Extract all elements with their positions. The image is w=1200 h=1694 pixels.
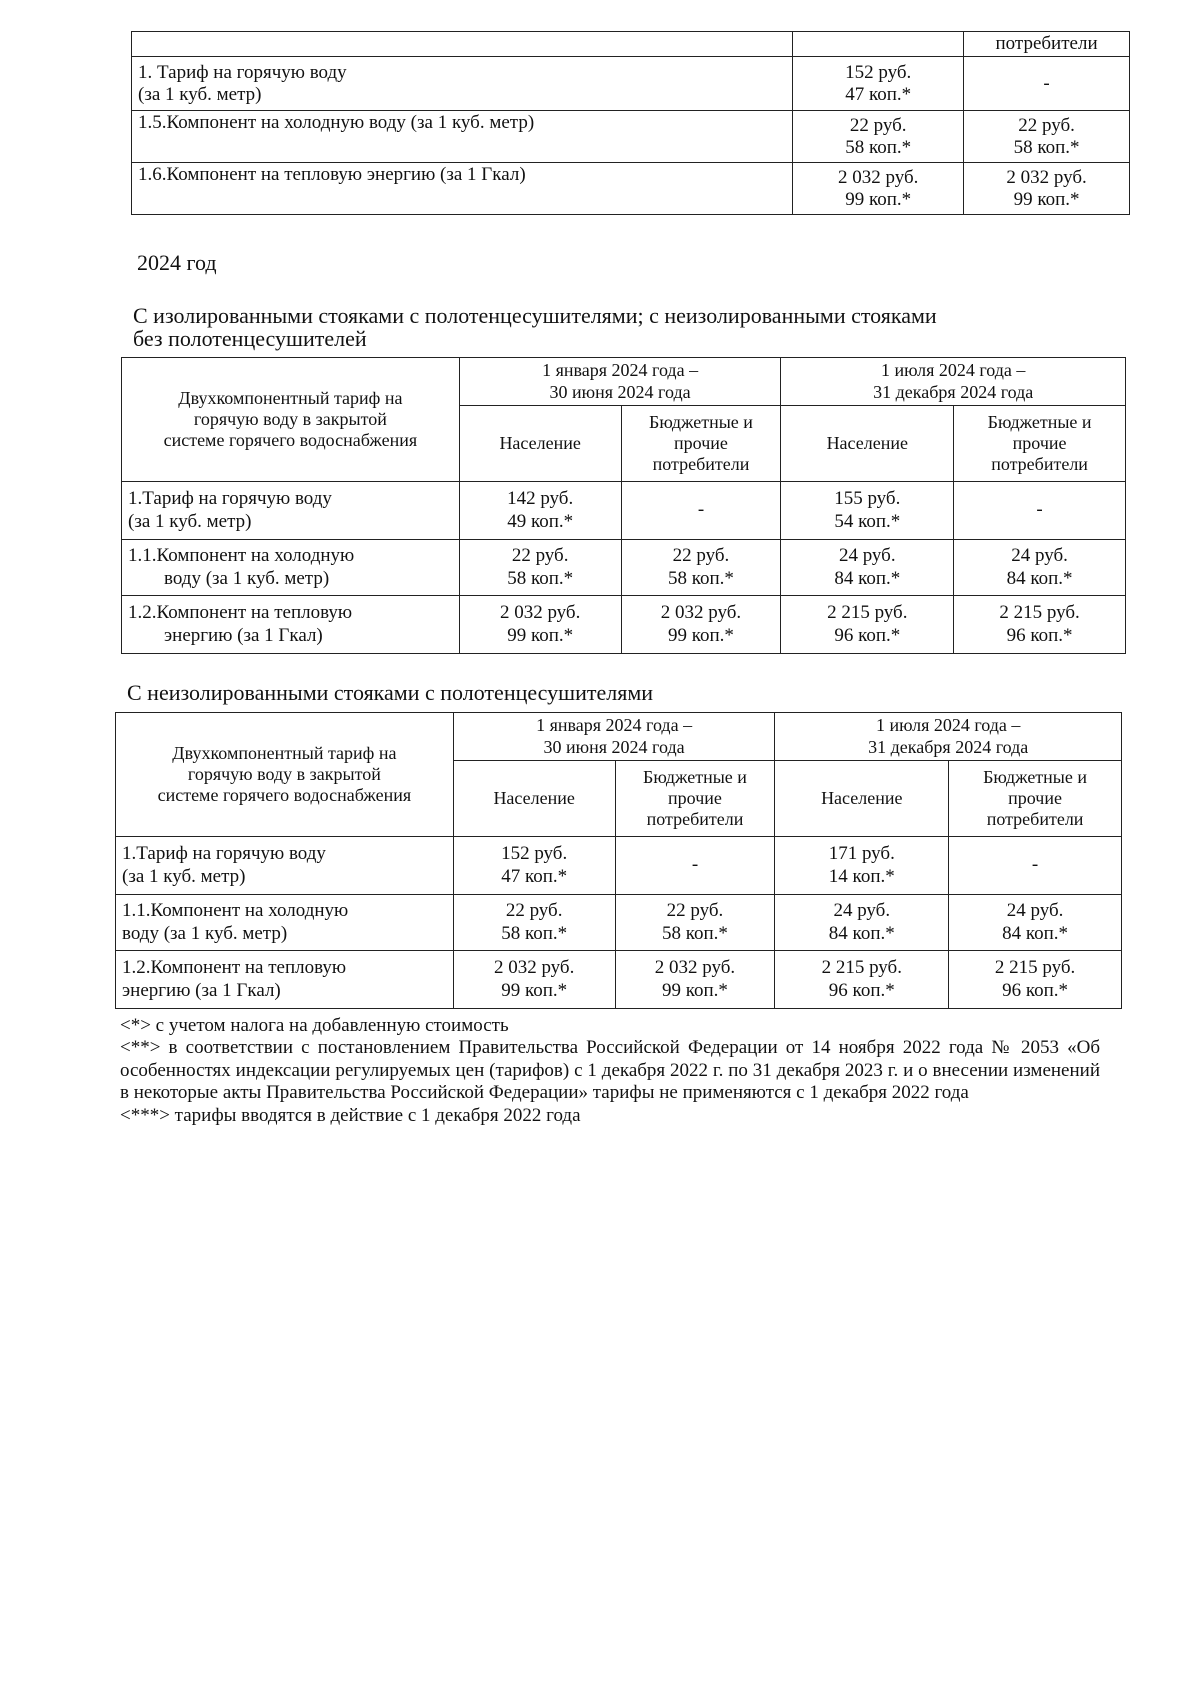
value-rub: 2 215 руб. [827, 602, 908, 624]
value-cell [453, 837, 615, 895]
row-label-cell [132, 163, 793, 215]
value-cell [949, 951, 1122, 1009]
value-cell [954, 540, 1126, 596]
header-budget-line: потребители [991, 454, 1088, 475]
value-rub: 22 руб. [672, 545, 730, 567]
row-label-line: 1.Тариф на горячую воду [128, 488, 332, 510]
header-budget-line: прочие [674, 432, 728, 453]
value-kop: 84 коп.* [834, 567, 901, 589]
value-kop: 96 коп.* [1002, 979, 1069, 1001]
value-cell [954, 596, 1126, 654]
value-rub: 171 руб. [828, 843, 895, 865]
row-label-line: (за 1 куб. метр) [122, 865, 246, 887]
header-empty-cell [132, 32, 793, 57]
value-kop: 99 коп.* [1013, 188, 1080, 210]
budget-value-cell [964, 163, 1130, 215]
value-cell [615, 951, 775, 1009]
value-dash: - [1036, 499, 1043, 521]
value-rub: 22 руб. [849, 114, 907, 136]
value-kop: 96 коп.* [828, 979, 895, 1001]
row-label-cell [132, 57, 793, 111]
value-cell [621, 482, 781, 540]
value-kop: 99 коп.* [501, 979, 568, 1001]
value-kop: 96 коп.* [1006, 624, 1073, 646]
value-rub: 2 032 руб. [654, 957, 736, 979]
row-label-cell [122, 540, 460, 596]
value-kop: 58 коп.* [668, 567, 734, 589]
value-cell [781, 540, 954, 596]
header-budget-line: прочие [1012, 432, 1067, 453]
value-rub: 2 215 руб. [994, 957, 1076, 979]
header-population: Население [453, 761, 615, 837]
row-label-cell [122, 482, 460, 540]
table-row [116, 951, 1122, 1009]
header-tariff-label-cell [122, 358, 460, 482]
header-budget-line: потребители [986, 809, 1084, 830]
value-dash: - [691, 854, 699, 876]
value-rub: 22 руб. [511, 545, 569, 567]
row-label-line: 1.1.Компонент на холодную [128, 545, 355, 567]
value-rub: 22 руб. [666, 900, 724, 922]
header-population: Население [781, 406, 954, 482]
header-budget-line: Бюджетные и [987, 411, 1092, 432]
value-rub: 142 руб. [507, 488, 574, 510]
table-row [116, 837, 1122, 895]
value-cell [453, 951, 615, 1009]
table-header-row [116, 713, 1122, 761]
header-tariff-label-line: системе горячего водоснабжения [157, 785, 412, 806]
section-2-title: С неизолированными стояками с полотенцесушителями [127, 680, 654, 705]
value-cell [621, 540, 781, 596]
value-rub: 24 руб. [1006, 900, 1064, 922]
header-empty-cell [793, 32, 964, 57]
value-cell [775, 951, 949, 1009]
header-tariff-label-cell [116, 713, 454, 837]
value-kop: 99 коп.* [845, 188, 912, 210]
row-label-line: 1.6.Компонент на тепловую энергию (за 1 Гкал) [138, 164, 526, 186]
budget-value-cell [964, 111, 1130, 163]
value-cell [781, 596, 954, 654]
section-1-title-line: без полотенцесушителей [133, 326, 367, 352]
header-consumers-label: потребители [995, 33, 1098, 54]
value-dash: - [697, 499, 705, 521]
tariff-table-2024-uninsulated [115, 712, 1122, 1009]
header-budget-consumers [949, 761, 1122, 837]
value-kop: 47 коп.* [845, 83, 912, 105]
value-kop: 99 коп.* [507, 624, 574, 646]
section-1-title-line: С изолированными стояками с полотенцесушителями; с неизолированными стояками [133, 303, 937, 328]
header-budget-consumers [954, 406, 1126, 482]
value-rub: 155 руб. [834, 488, 901, 510]
row-label-line: 1. Тариф на горячую воду [138, 61, 347, 83]
header-budget-line: прочие [668, 787, 722, 808]
header-budget-consumers [621, 406, 781, 482]
row-label-line: 1.Тариф на горячую воду [122, 843, 326, 865]
header-tariff-label-line: горячую воду в закрытой [193, 408, 387, 429]
population-value-cell [793, 163, 964, 215]
row-label-line: 1.2.Компонент на тепловую [122, 957, 347, 979]
value-cell [621, 596, 781, 654]
table-row [132, 111, 1130, 163]
section-1-title [133, 304, 1143, 350]
header-period-1 [453, 713, 775, 761]
header-tariff-label-line: Двухкомпонентный тариф на [178, 387, 403, 408]
value-rub: 22 руб. [505, 900, 563, 922]
row-label-line: воду (за 1 куб. метр) [122, 922, 288, 944]
value-kop: 84 коп.* [828, 922, 895, 944]
value-rub: 2 032 руб. [493, 957, 575, 979]
period-line: 1 июля 2024 года – [875, 715, 1021, 736]
value-kop: 58 коп.* [845, 136, 912, 158]
row-label-line: (за 1 куб. метр) [128, 510, 252, 532]
table-row [122, 596, 1126, 654]
value-cell [949, 895, 1122, 951]
population-value-cell [793, 111, 964, 163]
table-header-row [132, 32, 1130, 57]
value-rub: 2 032 руб. [499, 602, 581, 624]
value-rub: 22 руб. [1018, 114, 1075, 136]
table-header-row [122, 358, 1126, 406]
value-cell [615, 837, 775, 895]
value-kop: 58 коп.* [1013, 136, 1080, 158]
period-line: 31 декабря 2024 года [868, 736, 1029, 757]
value-rub: 2 215 руб. [999, 602, 1080, 624]
period-line: 1 июля 2024 года – [880, 360, 1026, 381]
period-line: 1 января 2024 года – [542, 360, 699, 381]
value-kop: 84 коп.* [1002, 922, 1069, 944]
value-kop: 49 коп.* [507, 510, 574, 532]
footnote-effective-date: <***> тарифы вводятся в действие с 1 декабря 2022 года [120, 1104, 581, 1126]
value-rub: 2 032 руб. [838, 166, 919, 188]
value-cell [615, 895, 775, 951]
header-budget-line: потребители [646, 809, 744, 830]
value-cell [775, 895, 949, 951]
header-period-1 [459, 358, 781, 406]
value-dash: - [1043, 72, 1050, 94]
value-kop: 99 коп.* [668, 624, 734, 646]
header-budget-line: потребители [652, 454, 750, 475]
table-row [116, 895, 1122, 951]
row-label-cell [116, 837, 454, 895]
header-tariff-label-line: горячую воду в закрытой [187, 763, 381, 784]
value-dash: - [1031, 854, 1039, 876]
value-rub: 2 215 руб. [821, 957, 902, 979]
row-label-line: воду (за 1 куб. метр) [164, 567, 330, 589]
value-cell [949, 837, 1122, 895]
row-label-cell [116, 895, 454, 951]
value-kop: 58 коп.* [501, 922, 568, 944]
value-rub: 24 руб. [838, 545, 896, 567]
footnote-vat: <*> с учетом налога на добавленную стоимость [120, 1015, 509, 1036]
budget-value-cell [964, 57, 1130, 111]
period-line: 30 июня 2024 года [543, 736, 685, 757]
table-row [122, 482, 1126, 540]
value-rub: 24 руб. [833, 900, 891, 922]
period-line: 30 июня 2024 года [549, 381, 691, 402]
value-kop: 47 коп.* [501, 865, 568, 887]
value-cell [459, 482, 621, 540]
period-line: 31 декабря 2024 года [873, 381, 1034, 402]
row-label-cell [122, 596, 460, 654]
footnotes [120, 1015, 1100, 1127]
value-rub: 24 руб. [1011, 545, 1068, 567]
value-kop: 58 коп.* [662, 922, 728, 944]
header-tariff-label-line: системе горячего водоснабжения [163, 430, 418, 451]
value-rub: 152 руб. [501, 843, 568, 865]
row-label-line: 1.5.Компонент на холодную воду (за 1 куб. метр) [138, 112, 535, 134]
value-cell [781, 482, 954, 540]
header-budget-line: Бюджетные и [649, 411, 753, 432]
row-label-cell [116, 951, 454, 1009]
tariff-table-previous [131, 31, 1130, 215]
value-rub: 2 032 руб. [1006, 166, 1087, 188]
table-row [122, 540, 1126, 596]
value-rub: 152 руб. [845, 61, 912, 83]
value-kop: 99 коп.* [662, 979, 728, 1001]
row-label-line: (за 1 куб. метр) [138, 83, 262, 105]
row-label-line: энергию (за 1 Гкал) [122, 979, 281, 1001]
header-budget-line: прочие [1008, 787, 1062, 808]
period-line: 1 января 2024 года – [536, 715, 693, 736]
value-cell [954, 482, 1126, 540]
value-cell [459, 596, 621, 654]
value-kop: 14 коп.* [828, 865, 895, 887]
header-budget-consumers [615, 761, 775, 837]
value-kop: 58 коп.* [507, 567, 574, 589]
table-row [132, 57, 1130, 111]
header-budget-line: Бюджетные и [983, 766, 1088, 787]
value-cell [453, 895, 615, 951]
header-consumers-cell [964, 32, 1130, 57]
row-label-line: 1.1.Компонент на холодную [122, 900, 349, 922]
header-period-2 [775, 713, 1122, 761]
table-row [132, 163, 1130, 215]
header-budget-line: Бюджетные и [643, 766, 747, 787]
year-heading: 2024 год [137, 250, 217, 275]
row-label-cell [132, 111, 793, 163]
header-period-2 [781, 358, 1126, 406]
row-label-line: энергию (за 1 Гкал) [164, 624, 323, 646]
value-kop: 84 коп.* [1006, 567, 1073, 589]
row-label-line: 1.2.Компонент на тепловую [128, 602, 353, 624]
value-rub: 2 032 руб. [660, 602, 742, 624]
tariff-table-2024-insulated [121, 357, 1126, 654]
header-tariff-label-line: Двухкомпонентный тариф на [172, 742, 397, 763]
population-value-cell [793, 57, 964, 111]
value-kop: 54 коп.* [834, 510, 901, 532]
value-cell [459, 540, 621, 596]
header-population: Население [459, 406, 621, 482]
footnote-government-decree: <**> в соответствии с постановлением Правительства Российской Федерации от 14 ноября 2022 года № 2053 «Об особенностях индексации регулируемых цен (тарифов) с 1 декабря 2022 г. по 31 декабря 2023 г. и о внесении изменений в некоторые акты Правительства Российской Федерации» тарифы не применяются с 1 декабря 2022 года [120, 1037, 1100, 1104]
value-cell [775, 837, 949, 895]
header-population: Население [775, 761, 949, 837]
value-kop: 96 коп.* [834, 624, 901, 646]
